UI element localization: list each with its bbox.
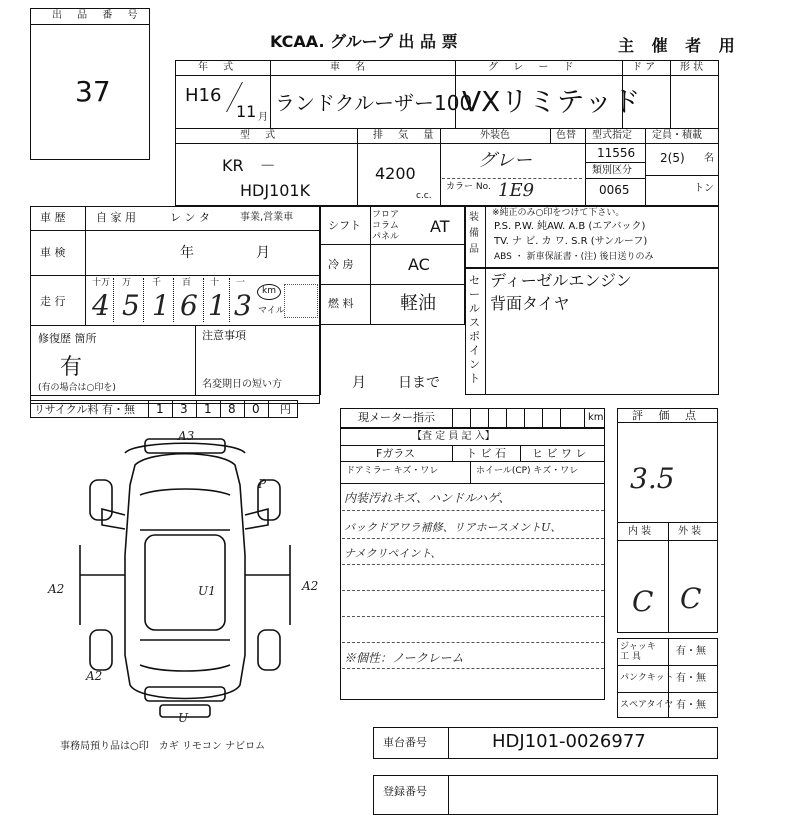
inspector-comment-1: 内装汚れキズ、ハンドルハゲ、	[344, 491, 511, 505]
mileage-digit-3: 1	[152, 289, 170, 322]
equipment-note: ※純正のみ○印をつけて下さい。	[492, 208, 625, 218]
capacity-unit: 名	[704, 153, 714, 164]
repair-value: 有	[60, 355, 83, 380]
sales-point-line-2: 背面タイヤ	[490, 294, 570, 313]
mileage-digit-5: 1	[208, 289, 226, 322]
shift-options: フロア コラム パネル	[372, 210, 400, 242]
chassis-number-label: 車台番号	[383, 736, 427, 749]
color-number-value: 1E9	[498, 180, 535, 201]
spare-tire-label: スペアタイヤ	[620, 700, 674, 710]
inspector-title: 【査 定 員 記 入】	[412, 431, 495, 442]
interior-grade: C	[632, 585, 654, 618]
vehicle-damage-diagram	[40, 425, 340, 725]
spare-tire-value[interactable]: 有・無	[676, 700, 706, 711]
model-prefix: KR －	[222, 156, 276, 175]
rating-score: 3.5	[630, 462, 675, 495]
equipment-line-1: P.S. P.W. 純AW. A.B (エアバック)	[494, 221, 646, 232]
model-value: HDJ101K	[240, 181, 311, 200]
damage-mark-a3: A3	[178, 429, 195, 443]
door-mirror-label: ドアミラー キズ・ワレ	[346, 466, 439, 476]
expiry-month-unit: 月	[352, 375, 366, 391]
damage-mark-u1: U1	[198, 584, 216, 598]
equipment-label: 装備品	[469, 212, 479, 255]
inspection-label: 車 検	[40, 246, 66, 259]
recycle-unit: 円	[280, 403, 291, 416]
organizer-label: 主 催 者 用	[618, 36, 741, 55]
shape-label: 形 状	[680, 62, 704, 73]
wheel-label: ホイール(CP) キズ・ワレ	[476, 466, 579, 476]
mileage-place-10k: 万	[122, 278, 132, 288]
chassis-number-value: HDJ101-0026977	[492, 731, 646, 752]
displacement-value: 4200	[375, 164, 416, 183]
load-unit: トン	[694, 183, 714, 194]
exterior-label: 外 装	[678, 526, 702, 537]
form-title: KCAA. グループ 出 品 票	[270, 32, 458, 51]
history-rental[interactable]: レ ン タ	[170, 211, 210, 224]
displacement-label: 排 気 量	[373, 130, 440, 141]
lot-number: 37	[75, 75, 111, 108]
mileage-place-1: 一	[236, 278, 246, 288]
repair-label: 修復歴 箇所	[38, 332, 97, 345]
category-label: 類別区分	[592, 165, 632, 176]
mileage-place-1k: 千	[152, 278, 162, 288]
shift-value: AT	[430, 217, 450, 236]
mileage-place-10: 十	[210, 278, 220, 288]
inspection-year-unit: 年	[180, 245, 194, 261]
recycle-digit-2: 3	[180, 402, 188, 416]
mileage-digit-6: 3	[234, 289, 252, 322]
damage-mark-a2-left: A2	[48, 582, 65, 596]
damage-mark-a2-bottom: A2	[86, 669, 103, 683]
recycle-label: リサイクル料 有・無	[34, 403, 135, 416]
front-glass-options: ト ビ 石	[466, 447, 506, 460]
equipment-line-3: ABS ・ 新車保証書・(注) 後日送りのみ	[494, 252, 654, 262]
mileage-place-100k: 十万	[92, 278, 111, 288]
inspector-comment-3: ナメクリペイント、	[344, 547, 442, 560]
meter-label: 現メーター指示	[358, 411, 435, 424]
mileage-digit-4: 6	[180, 289, 198, 322]
sales-point-label: セールスポイント	[469, 274, 480, 385]
mileage-label: 走 行	[40, 295, 66, 308]
meter-unit: km	[588, 412, 604, 423]
exterior-color-label: 外装色	[480, 130, 510, 141]
rating-label: 評 価 点	[632, 409, 702, 422]
recycle-digit-5: 0	[252, 402, 260, 416]
mileage-place-100: 百	[182, 278, 192, 288]
history-label: 車 歴	[40, 211, 66, 224]
jack-tool-value[interactable]: 有・無	[676, 646, 706, 657]
office-items-note: 事務局預り品は○印 カギ リモコン ナビロム	[60, 741, 266, 752]
aircon-value: AC	[408, 255, 430, 274]
grade-label: グ レ ー ド	[488, 62, 580, 73]
lot-number-label: 出 品 番 号	[52, 10, 144, 21]
name-label: 車 名	[330, 62, 372, 73]
history-private[interactable]: 自 家 用	[96, 211, 136, 224]
shift-label: シフト	[328, 219, 361, 232]
recycle-digit-1: 1	[156, 402, 164, 416]
inspector-note: ※個性：ノークレーム	[344, 651, 464, 665]
cc-unit: c.c.	[416, 191, 432, 201]
mileage-digit-1: 4	[92, 289, 110, 322]
month-value: 11	[236, 102, 257, 121]
sales-point-line-1: ディーゼルエンジン	[490, 271, 632, 290]
name-change-expiry-label: 名変期日の短い方	[202, 379, 282, 390]
mileage-digit-2: 5	[122, 289, 140, 322]
capacity-value: 2(5)	[660, 151, 685, 165]
year-label: 年 式	[198, 62, 240, 73]
grade-value: VXリミテッド	[462, 85, 641, 118]
fuel-value: 軽油	[400, 293, 436, 314]
year-value: H16	[185, 85, 222, 106]
history-business[interactable]: 事業,営業車	[240, 212, 294, 223]
inspector-comment-2: バックドアワラ補修、リアホースメントU、	[344, 521, 562, 534]
front-glass-crack: ヒ ビ ワ レ	[532, 447, 587, 460]
exterior-grade: C	[680, 582, 702, 615]
front-glass-label: Fガラス	[376, 447, 415, 460]
door-label: ド ア	[632, 62, 656, 73]
expiry-day-unit: 日まで	[398, 375, 440, 391]
color-change-label: 色替	[556, 130, 576, 141]
model-label: 型 式	[240, 130, 282, 141]
damage-mark-p: P	[258, 477, 267, 491]
damage-mark-u: U	[178, 711, 189, 725]
repair-note: (有の場合は○印を)	[38, 383, 116, 393]
equipment-line-2: TV. ナ ビ. カ ワ. S.R (サンルーフ)	[494, 236, 648, 247]
mileage-unit-mile[interactable]: マイル	[258, 306, 285, 316]
exterior-color-value: グレー	[478, 150, 532, 171]
fuel-label: 燃 料	[328, 297, 354, 310]
month-unit: 月	[258, 112, 268, 123]
interior-label: 内 装	[628, 526, 652, 537]
inspection-month-unit: 月	[256, 245, 270, 261]
notes-label: 注意事項	[202, 329, 246, 342]
capacity-label: 定員・積載	[652, 130, 702, 141]
puncture-kit-label: パンクキット	[620, 673, 674, 683]
category-value: 0065	[599, 183, 630, 197]
damage-mark-a2-right: A2	[302, 579, 319, 593]
registration-number-label: 登録番号	[383, 785, 427, 798]
aircon-label: 冷 房	[328, 258, 354, 271]
puncture-kit-value[interactable]: 有・無	[676, 673, 706, 684]
recycle-digit-3: 1	[204, 402, 212, 416]
recycle-digit-4: 8	[228, 402, 236, 416]
mileage-unit-km[interactable]: km	[262, 286, 276, 296]
type-designation-label: 型式指定	[592, 130, 632, 141]
jack-tool-label: ジャッキ 工 具	[620, 642, 656, 662]
color-number-label: カラー No.	[446, 182, 491, 192]
vehicle-name: ランドクルーザー100	[275, 91, 473, 115]
type-designation-value: 11556	[597, 146, 636, 160]
